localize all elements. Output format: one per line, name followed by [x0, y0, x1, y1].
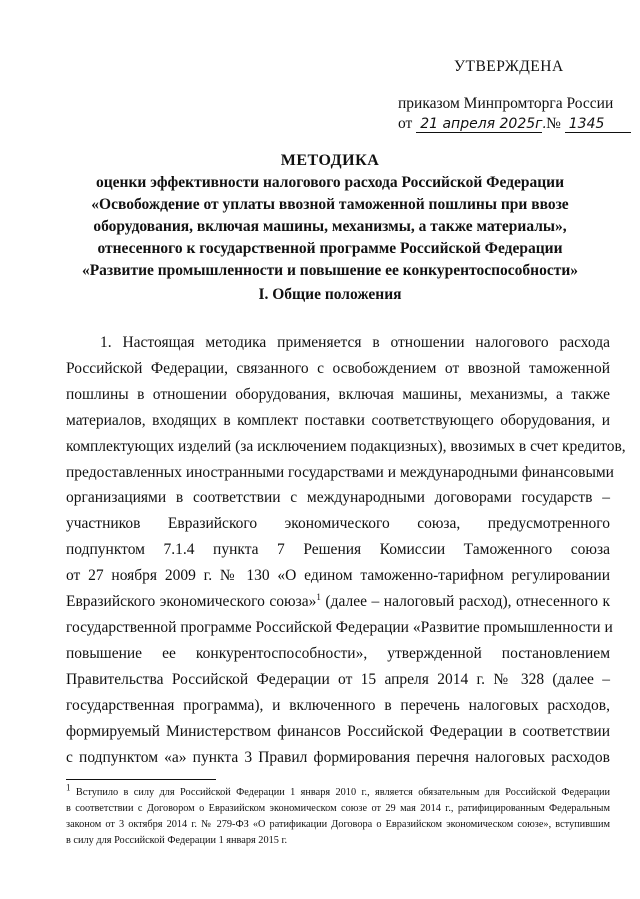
approval-order-label: приказом Минпромторга России [398, 95, 614, 112]
approval-heading: УТВЕРЖДЕНА [454, 58, 564, 75]
footnote-line: в силу для Российской Федерации 1 января 2015 г. [66, 835, 288, 846]
paragraph-line: от 27 ноября 2009 г. № 130 «О едином таможенно-тарифном регулировании [66, 567, 610, 585]
title-line: отнесенного к государственной программе Российской Федерации [97, 240, 563, 257]
document-title [40, 150, 620, 282]
handwritten-order-number: 1345 [565, 117, 631, 133]
paragraph-line: Правительства Российской Федерации от 15 апреля 2014 г. № 328 (далее – [66, 670, 610, 688]
footnote [66, 782, 611, 849]
paragraph-line: организациями в соответствии с международными договорами государств – [66, 489, 610, 507]
footnote-separator [66, 779, 216, 780]
paragraph-line: государственная программа), и включенного в перечень налоговых расходов, [66, 696, 610, 714]
number-label: № [546, 115, 561, 132]
paragraph-line: формируемый Министерством финансов Российской Федерации в соответствии [66, 722, 610, 740]
footnote-reference[interactable]: 1 [316, 591, 321, 602]
title-line: оборудования, включая машины, механизмы, а также материалы», [93, 218, 567, 235]
paragraph-text: Евразийского экономического союза» [66, 593, 317, 611]
paragraph-line: пошлины в отношении оборудования, включая машины, механизмы, а также [66, 385, 610, 403]
paragraph-line: государственной программе Российской Федерации «Развитие промышленности и [66, 618, 613, 636]
paragraph-line: материалов, входящих в комплект поставки соответствующего оборудования, и [66, 411, 610, 429]
paragraph-line: повышение ее конкурентоспособности», утвержденной постановлением [66, 644, 610, 662]
paragraph-line: с подпунктом «а» пункта 3 Правил формирования перечня налоговых расходов [66, 748, 610, 766]
approval-stamp [398, 58, 628, 133]
paragraph-line: участников Евразийского экономического союза, предусмотренного [66, 515, 610, 533]
approval-date-line [398, 115, 628, 133]
title-line: «Развитие промышленности и повышение ее конкурентоспособности» [81, 262, 579, 279]
footnote-line: в соответствии с Договором о Евразийском экономическом союзе от 29 мая 2014 г., ратифицированным Федеральным [66, 803, 610, 814]
paragraph-line: предоставленных иностранными государствами и международными финансовыми [66, 463, 614, 481]
footnote-mark: 1 [66, 782, 71, 793]
paragraph-text: (далее – налоговый расход), отнесенного к [320, 593, 610, 611]
paragraph-line-with-footnote [66, 589, 610, 615]
footnote-line: $^1$ Вступило в силу для Российской Федерации 1 января 2010 г., является обязательным для Российской Федерации [66, 782, 611, 798]
title-line: МЕТОДИКА [280, 152, 380, 169]
from-label: от [398, 115, 413, 132]
paragraph-line: Российской Федерации, связанного с освобождением от ввозной таможенной [66, 359, 610, 377]
title-line: «Освобождение от уплаты ввозной таможенной пошлины при ввозе [91, 196, 569, 213]
handwritten-date: 21 апреля 2025г. [416, 117, 542, 133]
paragraph-1 [66, 330, 626, 770]
paragraph-line: подпунктом 7.1.4 пункта 7 Решения Комиссии Таможенного союза [66, 541, 610, 559]
footnote-line: законом от 3 октября 2014 г. № 279-ФЗ «О ратификации Договора о Евразийском экономическом союзе», вступившим [66, 819, 610, 830]
section-heading: I. Общие положения [258, 286, 402, 303]
paragraph-line: 1. Настоящая методика применяется в отношении налогового расхода [100, 334, 610, 351]
title-line: оценки эффективности налогового расхода Российской Федерации [95, 174, 565, 191]
paragraph-line: комплектующих изделий (за исключением подакцизных), ввозимых в счет кредитов, [66, 437, 626, 455]
